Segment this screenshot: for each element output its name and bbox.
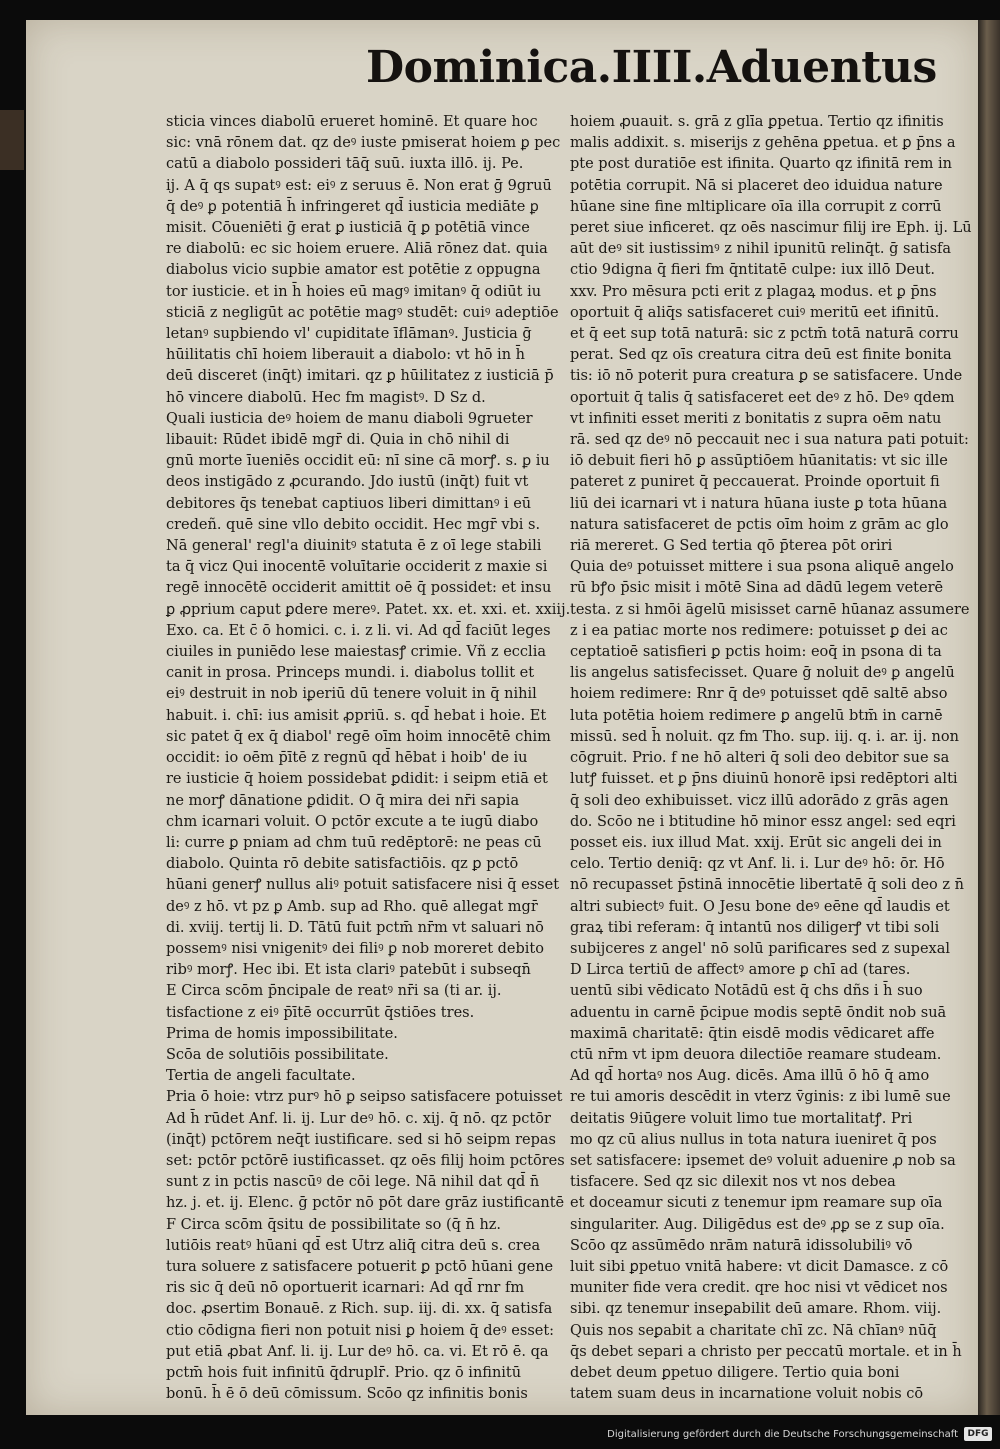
text-line: liū dei icarnari vt i natura hūana iuste ꝑ tota hūana <box>570 495 948 512</box>
text-line: ribꝰ morꝭ. Hec ibi. Et ista clariꝰ patebūt i subseqn̄ <box>166 962 531 979</box>
text-line: ris sic q̄ deū nō oportuerit icarnari: Ad qd̄ rnr fm <box>166 1280 525 1297</box>
text-line: q̄ soli deo exhibuisset. vicz illū adorādo z grās agen <box>570 792 949 809</box>
text-line: hō vincere diabolū. Hec fm magistꝰ. D Sz d. <box>166 389 486 406</box>
text-line: deitatis 9iūgere voluit limo tue mortalitatꝭ. Pri <box>570 1110 913 1127</box>
footer-bar <box>0 1418 1000 1449</box>
text-line: posset eis. iux illud Mat. xxij. Erūt sic angeli dei in <box>570 834 942 851</box>
text-line: Nā general' regl'a diuinitꝰ statuta ē z oī lege stabili <box>166 538 542 555</box>
text-line: bonū. h̄ ē ō deū cōmissum. Scōo qz infinitis bonis <box>166 1386 528 1403</box>
text-line: hoiem redimere: Rnr q̄ deꝰ potuisset qdē saltē abso <box>570 686 948 703</box>
text-line: singulariter. Aug. Diligēdus est deꝰ ꝓꝑ se z sup oīa. <box>570 1216 945 1233</box>
text-line: lutiōis reatꝰ hūani qd̄ est Utrz aliq̄ citra deū s. crea <box>166 1237 541 1254</box>
text-line: rā. sed qz deꝰ nō peccauit nec i sua natura pati potuit: <box>570 432 969 449</box>
text-line: deos instigādo z ꝓcurando. Jdo iustū (inq̄t) fuit vt <box>166 474 529 491</box>
text-line: riā mereret. G Sed tertia qō p̄terea pōt oriri <box>570 538 893 555</box>
text-line: ctio 9digna q̄ fieri fm q̄ntitatē culpe: iux illō Deut. <box>570 262 936 279</box>
text-line: tatem suam deus in incarnatione voluit nobis cō <box>570 1386 924 1403</box>
text-line: set: pctōr pctōrē iustificasset. qz oēs filij hoim pctōres <box>166 1152 565 1169</box>
text-line: z i ea patiac morte nos redimere: potuisset ꝑ dei ac <box>570 622 948 639</box>
text-line: do. Scōo ne i btitudine hō minor essz angel: sed eqri <box>570 813 956 830</box>
text-line: tis: iō nō poterit pura creatura ꝑ se satisfacere. Unde <box>570 368 963 385</box>
text-line: luit sibi ꝑpetuo vnitā habere: vt dicit Damasce. z cō <box>570 1258 949 1275</box>
text-line: E Circa scōm p̄ncipale de reatꝰ nr̄i sa (ti ar. ij. <box>166 983 502 1000</box>
text-line: ctū nr̄m vt ipm deuora dilectiōe reamare studeam. <box>570 1046 942 1063</box>
text-line: tisfacere. Sed qz sic dilexit nos vt nos debea <box>570 1174 896 1191</box>
text-line: debitores q̄s tenebat captiuos liberi dimittanꝰ i eū <box>166 495 532 512</box>
text-line: rū bꝭo p̄sic misit i mōtē Sina ad dādū legem veterē <box>570 580 944 597</box>
text-line: sunt z in pctis nascūꝰ de cōi lege. Nā nihil dat qd̄ n̄ <box>166 1174 540 1191</box>
text-line: Quia deꝰ potuisset mittere i sua psona aliquē angelo <box>570 559 954 576</box>
text-line: tor iusticie. et in h̄ hoies eū magꝰ imitanꝰ q̄ odiūt iu <box>166 283 542 300</box>
text-line: ciuiles in puniēdo lese maiestasꝭ crimie. Vñ z ecclia <box>166 644 546 661</box>
text-line: eiꝰ destruit in nob iꝑeriū dū tenere voluit in q̄ nihil <box>166 686 537 703</box>
text-line: testa. z si hmōi āgelū misisset carnē hūanaz assumere <box>570 601 970 618</box>
text-line: re tui amoris descēdit in vterz v̄ginis: z ibi lumē sue <box>570 1089 951 1106</box>
text-line: sticia vinces diabolū erueret hominē. Et quare hoc <box>166 114 538 130</box>
text-line: pateret z puniret q̄ peccauerat. Proinde oportuit fi <box>570 474 940 491</box>
text-line: letanꝰ supbiendo vl' cupiditate īflāmanꝰ. Justicia ḡ <box>166 326 532 343</box>
text-line: Scōa de solutiōis possibilitate. <box>166 1046 389 1063</box>
text-line: ctio cōdigna fieri non potuit nisi ꝑ hoiem q̄ deꝰ esset: <box>166 1322 555 1339</box>
text-line: maximā charitatē: q̄tin eisdē modis vēdicaret affe <box>570 1025 935 1042</box>
text-line: hz. j. et. ij. Elenc. ḡ pctōr nō pōt dare grāz iustificantē <box>166 1195 565 1212</box>
text-line: et doceamur sicuti z tenemur ipm reamare sup oīa <box>570 1195 943 1212</box>
text-line: ij. A q̄ qs supatꝰ est: eiꝰ z seruus ē. Non erat ḡ 9gruū <box>166 177 552 194</box>
text-line: F Circa scōm q̄situ de possibilitate so (q̄ n̄ hz. <box>166 1216 502 1233</box>
text-line: Ad h̄ rūdet Anf. li. ij. Lur deꝰ hō. c. xij. q̄ nō. qz pctōr <box>166 1110 551 1127</box>
text-line: hūane sine fine mltiplicare oīa illa corrupit z corrū <box>570 198 942 215</box>
text-line: pte post duratiōe est ifinita. Quarto qz ifinitā rem in <box>570 156 952 173</box>
text-line: hūani generꝭ nullus aliꝰ potuit satisfacere nisi q̄ esset <box>166 877 560 894</box>
text-line: et q̄ eet sup totā naturā: sic z pctm̄ totā naturā corru <box>570 326 959 343</box>
text-line: occidit: io oēm p̄ītē z regnū qd̄ hēbat i hoib' de iu <box>166 750 528 767</box>
text-line: natura satisfaceret de pctis oīm hoim z grām ac glo <box>570 516 949 533</box>
text-line: credeñ. quē sine vllo debito occidit. Hec mgr̄ vbi s. <box>166 516 541 533</box>
text-line: tura soluere z satisfacere potuerit ꝑ pctō hūani gene <box>166 1258 554 1275</box>
text-line: gnū morte īueniēs occidit eū: nī sine cā morꝭ. s. ꝑ iu <box>166 453 550 470</box>
page-edge <box>978 20 1000 1415</box>
text-line: Ad qd̄ hortaꝰ nos Aug. dicēs. Ama illū ō hō q̄ amo <box>570 1068 930 1085</box>
text-line: peret siue inficeret. qz oēs nascimur filij ire Eph. ij. Lū <box>570 220 972 237</box>
text-line: doc. ꝓsertim Bonauē. z Rich. sup. iij. di. xx. q̄ satisfa <box>166 1301 553 1318</box>
text-line: iō debuit fieri hō ꝑ assūptiōem hūanitatis: vt sic ille <box>570 453 948 470</box>
text-line: possemꝰ nisi vnigenitꝰ dei filiꝰ ꝑ nob moreret debito <box>166 940 544 957</box>
text-line: Pria ō hoie: vtrz purꝰ hō ꝑ seipso satisfacere potuisset <box>166 1089 563 1106</box>
text-line: cōgruit. Prio. f ne hō alteri q̄ soli deo debitor sue sa <box>570 750 950 767</box>
text-line: Prima de homis impossibilitate. <box>166 1025 398 1042</box>
text-line: libauit: Rūdet ibidē mgr̄ di. Quia in chō nihil di <box>166 432 510 449</box>
text-line: sticiā z negligūt ac potētie magꝰ studēt: cuiꝰ adeptiōe <box>166 304 559 321</box>
text-line: catū a diabolo possideri tāq̄ suū. iuxta illō. ij. Pe. <box>166 156 524 173</box>
text-line: lis angelus satisfecisset. Quare ḡ noluit deꝰ ꝑ angelū <box>570 665 955 682</box>
text-line: canit in prosa. Princeps mundi. i. diabolus tollit et <box>166 665 535 682</box>
text-line: altri subiectꝰ fuit. O Jesu bone deꝰ eēne qd̄ laudis et <box>570 898 950 915</box>
text-line: nō recupasset p̄stinā innocētie libertatē q̄ soli deo z n̄ <box>570 877 964 894</box>
text-line: (inq̄t) pctōrem neq̄t iustificare. sed si hō seipm repas <box>166 1131 556 1148</box>
left-column <box>166 112 571 1403</box>
text-line: ne morꝭ dānatione ꝑdidit. O q̄ mira dei nr̄i sapia <box>166 792 520 809</box>
text-line: tisfactione z eiꝰ p̄ītē occurrūt q̄stiōes tres. <box>166 1004 475 1021</box>
text-line: perat. Sed qz oīs creatura citra deū est finite bonita <box>570 347 952 364</box>
text-line: aūt deꝰ sit iustissimꝰ z nihil ipunitū relinq̄t. ḡ satisfa <box>570 241 952 258</box>
binding-tab <box>0 110 24 170</box>
footer-credit: Digitalisierung gefördert durch die Deutsche Forschungsgemeinschaft <box>607 1429 958 1440</box>
text-line: uentū sibi vēdicato Notādū est q̄ chs dñs i h̄ suo <box>570 983 923 1000</box>
text-line: mo qz cū alius nullus in tota natura iueniret q̄ pos <box>570 1131 937 1148</box>
text-line: ꝑ ꝓprium caput ꝑdere mereꝰ. Patet. xx. et. xxi. et. xxiij. <box>166 601 571 618</box>
text-line: muniter fide vera credit. qre hoc nisi vt vēdicet nos <box>570 1280 948 1297</box>
text-line: luta potētia hoiem redimere ꝑ angelū btm̄ in carnē <box>570 707 943 724</box>
text-line: xxv. Pro mēsura pcti erit z plagaꝝ modus. et ꝑ p̄ns <box>570 283 937 300</box>
text-line: sic patet q̄ ex q̄ diabol' regē oīm hoim innocētē chim <box>166 728 551 745</box>
text-line: missū. sed h̄ noluit. qz fm Tho. sup. iij. q. i. ar. ij. non <box>570 728 959 745</box>
running-head: Dominica.IIII.Aduentus <box>366 42 937 93</box>
dfg-logo-icon: DFG <box>964 1427 992 1441</box>
text-line: misit. Cōueniēti ḡ erat ꝑ iusticiā q̄ ꝑ potētiā vince <box>166 220 530 237</box>
text-line: diabolo. Quinta rō debite satisfactiōis. qz ꝑ pctō <box>166 856 519 873</box>
text-line: graꝝ tibi referam: q̄ intantū nos diligerꝭ vt tibi soli <box>570 919 940 936</box>
text-line: regē innocētē occiderit amittit oē q̄ possidet: et insu <box>166 580 552 597</box>
text-line: Scōo qz assūmēdo nrām naturā idissolubiliꝰ vō <box>570 1237 913 1254</box>
text-line: pctm̄ hois fuit infinitū q̄druplr̄. Prio. qz ō infinitū <box>166 1364 522 1381</box>
text-line: deꝰ z hō. vt pz ꝑ Amb. sup ad Rho. quē allegat mgr̄ <box>166 898 538 915</box>
text-line: sibi. qz tenemur inseꝑabilit deū amare. Rhom. viij. <box>570 1301 942 1318</box>
text-line: hoiem ꝓuauit. s. grā z glīa ꝑpetua. Tertio qz ifinitis <box>570 114 944 130</box>
text-line: D Lirca tertiū de affectꝰ amore ꝑ chī ad (tares. <box>570 962 911 979</box>
text-line: di. xviij. tertij li. D. Tātū fuit pctm̄ nr̄m vt saluari nō <box>166 919 544 936</box>
text-line: potētia corrupit. Nā si placeret deo iduidua nature <box>570 177 943 194</box>
right-column <box>570 112 972 1403</box>
text-line: aduentu in carnē p̄cipue modis septē ōndit nob suā <box>570 1004 947 1021</box>
text-line: re diabolū: ec sic hoiem eruere. Aliā rōnez dat. quia <box>166 241 548 258</box>
book-page <box>26 20 978 1415</box>
text-line: q̄s debet separi a christo per peccatū mortale. et in h̄ <box>570 1343 962 1360</box>
text-line: vt infiniti esset meriti z bonitatis z supra oēm natu <box>570 410 942 427</box>
text-line: diabolus vicio supbie amator est potētie z oppugna <box>166 262 541 279</box>
text-line: deū disceret (inq̄t) imitari. qz ꝑ hūilitatez z iusticiā p̄ <box>166 368 554 385</box>
text-line: ta q̄ vicz Qui inocentē voluītarie occiderit z maxie si <box>166 559 548 576</box>
text-line: sic: vnā rōnem dat. qz deꝰ iuste pmiserat hoiem ꝑ pec <box>166 135 561 152</box>
text-line: li: curre ꝑ pniam ad chm tuū redēptorē: ne peas cū <box>166 834 542 851</box>
text-line: hūilitatis chī hoiem liberauit a diabolo: vt hō in h̄ <box>166 347 525 364</box>
text-line: put etiā ꝓbat Anf. li. ij. Lur deꝰ hō. ca. vi. Et rō ē. qa <box>166 1343 549 1360</box>
text-line: subijceres z angel' nō solū parificares sed z supexal <box>570 940 950 957</box>
text-line: debet deum ꝑpetuo diligere. Tertio quia boni <box>570 1364 900 1381</box>
text-line: habuit. i. chī: ius amisit ꝓpriū. s. qd̄ hebat i hoie. Et <box>166 707 547 724</box>
text-line: celo. Tertio deniq̄: qz vt Anf. li. i. Lur deꝰ hō: ōr. Hō <box>570 856 945 873</box>
text-line: ceptatioē satisfieri ꝑ pctis hoim: eoq̄ in psona di ta <box>570 644 942 661</box>
text-line: Exo. ca. Et c̄ ō homici. c. i. z li. vi. Ad qd̄ faciūt leges <box>166 622 551 639</box>
text-line: re iusticie q̄ hoiem possidebat ꝑdidit: i seipm etiā et <box>166 771 548 788</box>
text-line: malis addixit. s. miserijs z gehēna ꝑpetua. et ꝑ p̄ns a <box>570 135 956 152</box>
text-line: oportuit q̄ aliq̄s satisfaceret cuiꝰ meritū eet ifinitū. <box>570 304 940 321</box>
text-line: q̄ deꝰ ꝑ potentiā h̄ infringeret qd̄ iusticia mediāte ꝑ <box>166 198 539 215</box>
text-line: set satisfacere: ipsemet deꝰ voluit aduenire ꝓ nob sa <box>570 1152 956 1169</box>
text-line: oportuit q̄ talis q̄ satisfaceret eet deꝰ z hō. Deꝰ qdem <box>570 389 955 406</box>
text-line: Quis nos seꝑabit a charitate chī zc. Nā chīanꝰ nūq̄ <box>570 1322 937 1339</box>
text-line: chm icarnari voluit. O pctōr excute a te iugū diabo <box>166 813 539 830</box>
text-line: Tertia de angeli facultate. <box>166 1068 356 1085</box>
text-line: lutꝭ fuisset. et ꝑ p̄ns diuinū honorē ipsi redēptori alti <box>570 771 958 788</box>
text-line: Quali iusticia deꝰ hoiem de manu diaboli 9grueter <box>166 410 533 427</box>
